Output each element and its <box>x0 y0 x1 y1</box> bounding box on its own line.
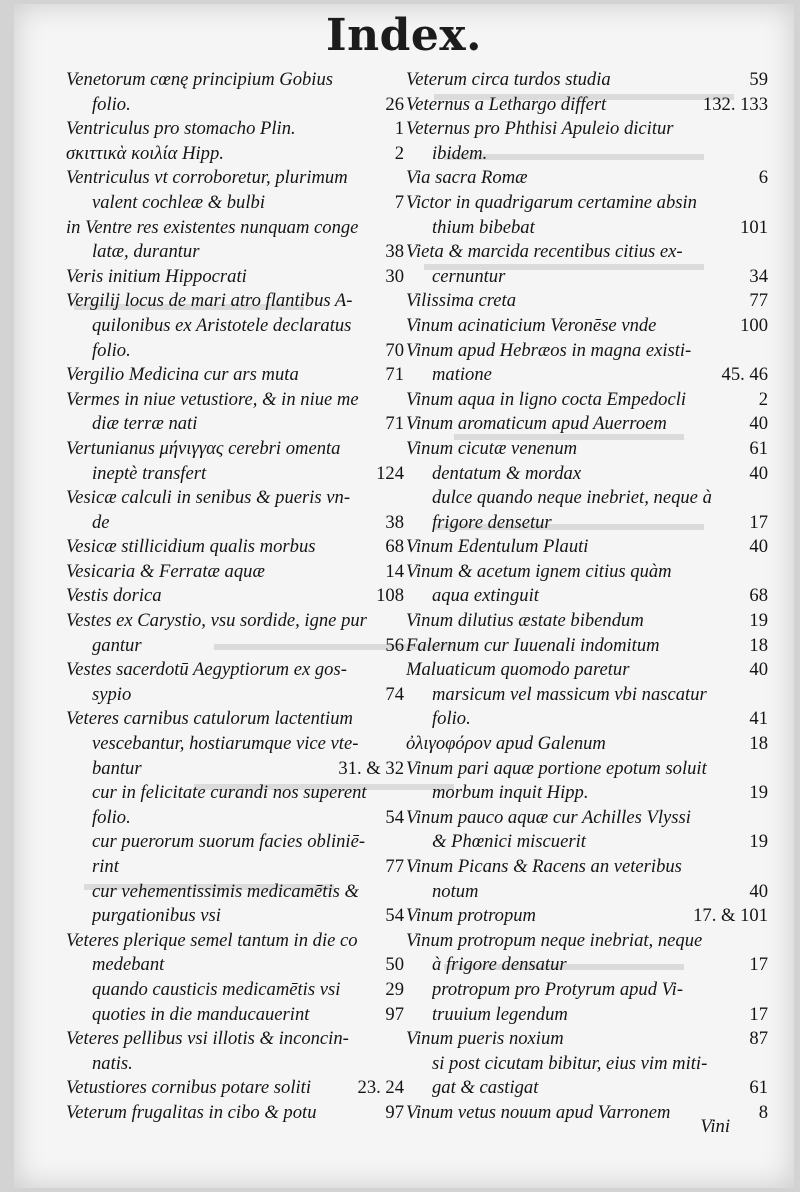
entry-text: medebant <box>92 954 165 976</box>
index-entry <box>406 412 768 437</box>
entry-text: Vetustiores cornibus potare soliti <box>66 1077 311 1099</box>
page-number: 71 <box>385 364 404 386</box>
page-number: 54 <box>385 806 404 828</box>
index-entry <box>406 732 768 757</box>
page-number: 45. 46 <box>721 364 768 386</box>
entry-text: Veterum frugalitas in cibo & potu <box>66 1101 317 1123</box>
page-number: 23. 24 <box>357 1077 404 1099</box>
index-entry <box>406 240 768 289</box>
entry-text: folio. <box>92 806 131 828</box>
entry-text: Maluaticum quomodo paretur <box>406 659 630 681</box>
page-number: 34 <box>749 265 768 287</box>
entry-text: natis. <box>92 1052 133 1074</box>
page-number: 19 <box>749 610 768 632</box>
entry-text: Vinum Picans & Racens an veteribus <box>406 856 682 877</box>
entry-text: Vieta & marcida recentibus citius ex- <box>406 241 683 263</box>
page-number: 77 <box>749 290 768 312</box>
entry-text: Vinum cicutæ venenum <box>406 437 578 459</box>
entry-text: Ventriculus pro stomacho Plin. <box>66 118 296 140</box>
entry-text: folio. <box>92 339 131 361</box>
page-number: 17 <box>749 511 768 533</box>
page-number: 108 <box>376 585 404 607</box>
page-number: 7 <box>394 191 404 213</box>
index-entry <box>66 830 404 879</box>
entry-text: & Phœnici miscuerit <box>432 831 586 853</box>
page-number: 56 <box>385 634 404 656</box>
index-entry <box>406 609 768 634</box>
index-column-left <box>66 68 404 1126</box>
index-entry <box>406 806 768 855</box>
index-entry <box>66 1076 404 1101</box>
page-number: 40 <box>749 880 768 902</box>
entry-text: folio. <box>92 93 131 115</box>
entry-text: Vinum pari aquæ portione epotum soluit <box>406 757 707 779</box>
entry-text: gantur <box>92 634 142 656</box>
entry-text: cur vehementissimis medicamētis & <box>92 880 359 902</box>
index-entry <box>66 584 404 609</box>
index-entry <box>66 289 404 363</box>
entry-text: frigore densetur <box>432 511 552 533</box>
index-entry <box>406 929 768 978</box>
index-entry <box>66 658 404 707</box>
index-entry <box>406 904 768 929</box>
page-number: 29 <box>385 978 404 1000</box>
page-number: 17 <box>749 954 768 976</box>
page-number: 19 <box>749 831 768 853</box>
entry-text: Vestes ex Carystio, vsu sordide, igne pur <box>66 610 367 632</box>
entry-text: à frigore densatur <box>432 954 567 976</box>
page-number: 68 <box>385 536 404 558</box>
index-entry <box>66 388 404 437</box>
index-entry <box>66 929 404 978</box>
index-entry <box>406 634 768 659</box>
entry-text: dulce quando neque inebriet, neque à <box>432 487 712 509</box>
entry-text: notum <box>432 880 479 902</box>
page-number: 71 <box>385 413 404 435</box>
entry-text: Veternus pro Phthisi Apuleio dicitur <box>406 118 674 140</box>
page-number: 17. & 101 <box>693 905 768 927</box>
page-number: 19 <box>749 782 768 804</box>
index-entry <box>406 437 768 462</box>
entry-text: valent cochleæ & bulbi <box>92 191 265 213</box>
entry-text: latæ, durantur <box>92 241 200 263</box>
entry-text: quando causticis medicamētis vsi <box>92 978 341 1000</box>
index-entry <box>66 166 404 215</box>
entry-text: in Ventre res existentes nunquam conge <box>66 216 359 238</box>
entry-text: Vestis dorica <box>66 585 162 607</box>
entry-text: Veternus a Lethargo differt <box>406 93 607 115</box>
entry-text: Ventriculus vt corroboretur, plurimum <box>66 167 348 189</box>
entry-text: Veteres plerique semel tantum in die co <box>66 929 358 951</box>
entry-text: Vinum Edentulum Plauti <box>406 536 589 558</box>
index-entry <box>406 560 768 609</box>
entry-text: protropum pro Protyrum apud Vi- <box>432 978 684 1000</box>
entry-text: Vinum dilutius æstate bibendum <box>406 610 644 632</box>
entry-text: Vergilij locus de mari atro flantibus A- <box>66 290 353 312</box>
index-entry <box>406 93 768 118</box>
entry-text: σκιττικὰ κοιλία Hipp. <box>66 142 224 164</box>
entry-text: Veris initium Hippocrati <box>66 265 247 287</box>
index-entry <box>406 166 768 191</box>
index-entry <box>66 216 404 265</box>
index-entry <box>66 880 404 929</box>
index-entry <box>406 978 768 1027</box>
entry-text: ibidem. <box>432 142 488 164</box>
page-number: 70 <box>385 339 404 361</box>
page-number: 59 <box>749 69 768 90</box>
entry-text: Falernum cur Iuuenali indomitum <box>406 634 660 656</box>
index-entry <box>66 1027 404 1076</box>
page-number: 68 <box>749 585 768 607</box>
page-number: 17 <box>749 1003 768 1025</box>
page-number: 40 <box>749 659 768 681</box>
entry-text: Vermes in niue vetustiore, & in niue me <box>66 388 359 410</box>
entry-text: cur in felicitate curandi nos superent <box>92 782 367 804</box>
page-number: 97 <box>385 1003 404 1025</box>
page-number: 87 <box>749 1028 768 1050</box>
index-entry <box>66 363 404 388</box>
entry-text: si post cicutam bibitur, eius vim miti- <box>432 1052 708 1074</box>
entry-text: sypio <box>92 683 132 705</box>
page-number: 6 <box>758 167 768 189</box>
entry-text: Vertunianus μήνιγγας cerebri omenta <box>66 437 341 459</box>
entry-text: matione <box>432 364 492 386</box>
entry-text: quilonibus ex Aristotele declaratus <box>92 314 352 336</box>
entry-text: purgationibus vsi <box>92 905 221 927</box>
entry-text: Victor in quadrigarum certamine absin <box>406 191 697 213</box>
index-entry <box>66 535 404 560</box>
page-number: 2 <box>394 142 404 164</box>
index-entry <box>66 486 404 535</box>
entry-text: marsicum vel massicum vbi nascatur <box>432 683 707 705</box>
index-entry <box>66 117 404 142</box>
page-number: 50 <box>385 954 404 976</box>
index-entry <box>406 339 768 388</box>
entry-text: folio. <box>432 708 471 730</box>
page-number: 1 <box>394 118 404 140</box>
entry-text: Vinum acinaticium Veronēse vnde <box>406 314 657 336</box>
entry-text: Vesicaria & Ferratæ aquæ <box>66 560 265 582</box>
entry-text: rint <box>92 856 119 877</box>
page-number: 132. 133 <box>702 93 768 115</box>
entry-text: diæ terræ nati <box>92 413 198 435</box>
index-entry <box>406 855 768 904</box>
page-number: 40 <box>749 536 768 558</box>
entry-text: Vinum apud Hebræos in magna existi- <box>406 339 692 361</box>
entry-text: de <box>92 511 110 533</box>
page-title: Index. <box>326 10 482 61</box>
entry-text: gat & castigat <box>432 1077 539 1099</box>
entry-text: Vilissima creta <box>406 290 517 312</box>
entry-text: vescebantur, hostiarumque vice vte- <box>92 733 359 755</box>
catchword: Vini <box>700 1116 730 1137</box>
entry-text: bantur <box>92 757 142 779</box>
index-entry <box>406 117 768 166</box>
entry-text: cur puerorum suorum facies obliniē- <box>92 831 366 853</box>
entry-text: morbum inquit Hipp. <box>432 782 589 804</box>
index-entry <box>406 486 768 535</box>
entry-text: Vinum & acetum ignem citius quàm <box>406 560 672 582</box>
index-entry <box>66 1101 404 1126</box>
page-number: 14 <box>385 560 404 582</box>
entry-text: ineptè transfert <box>92 462 207 484</box>
entry-text: Vinum protropum <box>406 905 536 927</box>
index-entry <box>406 388 768 413</box>
index-entry <box>66 978 404 1003</box>
page-number: 8 <box>758 1101 768 1123</box>
entry-text: Vinum aqua in ligno cocta Empedocli <box>406 388 687 410</box>
entry-text: thium bibebat <box>432 216 535 238</box>
entry-text: Vesicæ stillicidium qualis morbus <box>66 536 316 558</box>
index-entry <box>406 535 768 560</box>
page-number: 54 <box>385 905 404 927</box>
page-number: 30 <box>385 265 404 287</box>
book-page <box>14 4 794 1188</box>
entry-text: Vinum pauco aquæ cur Achilles Vlyssi <box>406 806 691 828</box>
page-number: 61 <box>749 437 768 459</box>
entry-text: Vinum protropum neque inebriat, neque <box>406 929 703 951</box>
page-number: 18 <box>749 733 768 755</box>
index-entry <box>406 757 768 806</box>
page-number: 100 <box>740 314 768 336</box>
index-entry <box>66 609 404 658</box>
entry-text: Venetorum cœnę principium Gobius <box>66 69 333 90</box>
entry-text: Vinum pueris noxium <box>406 1028 564 1050</box>
entry-text: dentatum & mordax <box>432 462 582 484</box>
index-entry <box>66 1003 404 1028</box>
index-entry <box>66 68 404 117</box>
index-entry <box>406 462 768 487</box>
index-entry <box>66 560 404 585</box>
page-number: 77 <box>385 856 404 877</box>
index-entry <box>406 1027 768 1052</box>
entry-text: quoties in die manducauerint <box>92 1003 310 1025</box>
entry-text: Via sacra Romæ <box>406 167 528 189</box>
index-entry <box>406 314 768 339</box>
page-number: 97 <box>385 1101 404 1123</box>
page-number: 38 <box>385 241 404 263</box>
index-entry <box>406 191 768 240</box>
page-number: 61 <box>749 1077 768 1099</box>
entry-text: ὀλιγοφόρον apud Galenum <box>406 733 606 755</box>
entry-text: Vinum aromaticum apud Auerroem <box>406 413 667 435</box>
entry-text: Veterum circa turdos studia <box>406 69 611 90</box>
page-number: 40 <box>749 462 768 484</box>
page-number: 40 <box>749 413 768 435</box>
page-number: 101 <box>740 216 768 238</box>
index-entry <box>406 289 768 314</box>
index-entry <box>66 142 404 167</box>
index-column-right <box>406 68 768 1126</box>
page-number: 124 <box>376 462 404 484</box>
page-number: 74 <box>385 683 404 705</box>
entry-text: Vestes sacerdotū Aegyptiorum ex gos- <box>66 659 347 681</box>
entry-text: Vesicæ calculi in senibus & pueris vn- <box>66 487 351 509</box>
page-number: 18 <box>749 634 768 656</box>
index-entry <box>66 781 404 830</box>
entry-text: Vinum vetus nouum apud Varronem <box>406 1101 671 1123</box>
page-number: 26 <box>385 93 404 115</box>
index-entry <box>66 437 404 486</box>
entry-text: Vergilio Medicina cur ars muta <box>66 364 299 386</box>
index-entry <box>406 68 768 93</box>
page-number: 38 <box>385 511 404 533</box>
entry-text: truuium legendum <box>432 1003 568 1025</box>
index-entry <box>406 658 768 683</box>
index-entry <box>66 707 404 781</box>
index-entry <box>406 683 768 732</box>
entry-text: Veteres carnibus catulorum lactentium <box>66 708 353 730</box>
entry-text: Veteres pellibus vsi illotis & inconcin- <box>66 1028 349 1050</box>
entry-text: aqua extinguit <box>432 585 539 607</box>
index-entry <box>66 265 404 290</box>
page-number: 2 <box>758 388 768 410</box>
index-entry <box>406 1052 768 1101</box>
page-number: 41 <box>749 708 768 730</box>
page-number: 31. & 32 <box>338 757 404 779</box>
entry-text: cernuntur <box>432 265 506 287</box>
